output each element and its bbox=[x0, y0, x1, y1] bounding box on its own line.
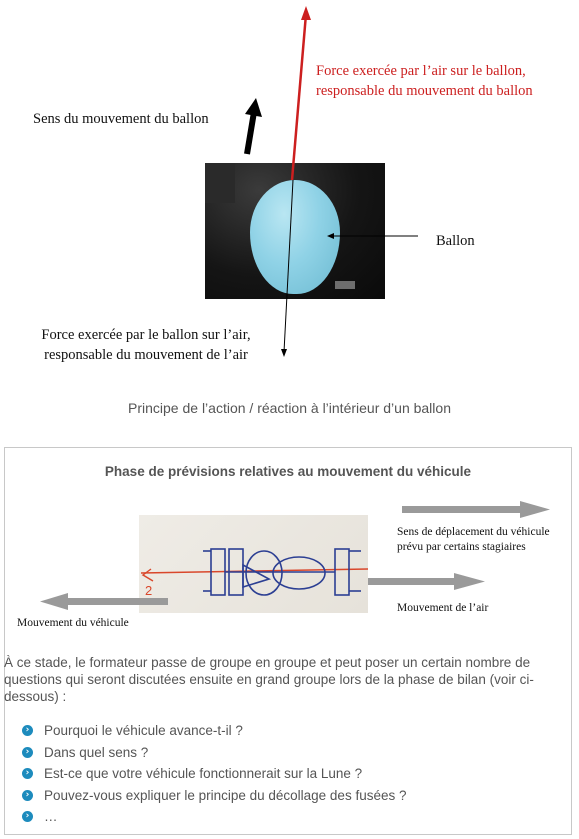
sketch-mark: 2 bbox=[145, 583, 153, 598]
vehicle-arrow-shaft bbox=[66, 598, 168, 605]
direction-arrowhead bbox=[245, 98, 262, 117]
predicted-direction-label bbox=[397, 525, 550, 555]
force-air-arrowhead bbox=[301, 6, 311, 20]
figure1-caption: Principe de l’action / réaction à l’intérieur d’un ballon bbox=[128, 400, 451, 416]
balloon-label: Ballon bbox=[436, 233, 475, 249]
question-list bbox=[22, 720, 406, 828]
vehicle-arrowhead bbox=[40, 593, 68, 610]
chevron-right-circle-icon: › bbox=[22, 790, 33, 801]
force-air-label-line1: Force exercée par l’air sur le ballon, bbox=[316, 63, 526, 79]
force-air-label-line2: responsable du mouvement du ballon bbox=[316, 83, 533, 99]
predicted-direction-line1: Sens de déplacement du véhicule bbox=[397, 526, 550, 538]
force-balloon-label bbox=[26, 325, 266, 365]
chevron-right-circle-icon: › bbox=[22, 725, 33, 736]
force-balloon-label-line1: Force exercée par le ballon sur l’air, bbox=[41, 327, 251, 343]
list-item bbox=[22, 742, 406, 764]
list-item bbox=[22, 763, 406, 785]
list-item bbox=[22, 720, 406, 742]
force-air-arrow bbox=[292, 14, 306, 180]
chevron-right-circle-icon: › bbox=[22, 747, 33, 758]
force-balloon-label-line2: responsable du mouvement de l’air bbox=[44, 347, 248, 363]
figure1-arrows bbox=[0, 0, 579, 380]
force-air-label bbox=[316, 61, 533, 101]
question-text: Dans quel sens ? bbox=[44, 744, 149, 760]
predicted-arrowhead bbox=[520, 501, 550, 518]
air-movement-label: Mouvement de l’air bbox=[397, 602, 489, 614]
question-text: Pouvez-vous expliquer le principe du décollage des fusées ? bbox=[44, 787, 407, 803]
list-item bbox=[22, 785, 406, 807]
question-text: … bbox=[44, 809, 58, 825]
question-text: Pourquoi le véhicule avance-t-il ? bbox=[44, 723, 243, 739]
direction-arrow bbox=[247, 112, 254, 154]
air-arrow-shaft bbox=[368, 578, 456, 585]
list-item bbox=[22, 806, 406, 828]
vehicle-movement-label: Mouvement du véhicule bbox=[17, 617, 129, 629]
facilitator-paragraph: À ce stade, le formateur passe de groupe en groupe et peut poser un certain nombre de questions qui seront discutées ensuite en grand groupe lors de la phase de bilan (voir ci-dessous) : bbox=[4, 655, 534, 704]
balloon-pointer-head bbox=[327, 233, 334, 239]
predicted-direction-line2: prévu par certains stagiaires bbox=[397, 541, 526, 553]
force-balloon-arrow bbox=[284, 180, 293, 352]
predicted-arrow-shaft bbox=[402, 506, 522, 513]
chevron-right-circle-icon: › bbox=[22, 811, 33, 822]
question-text: Est-ce que votre véhicule fonctionnerait sur la Lune ? bbox=[44, 766, 363, 782]
air-arrowhead bbox=[454, 573, 485, 590]
figure2-arrows bbox=[0, 490, 579, 630]
chevron-right-circle-icon: › bbox=[22, 768, 33, 779]
box-title: Phase de prévisions relatives au mouvement du véhicule bbox=[104, 464, 472, 479]
force-balloon-arrowhead bbox=[281, 349, 287, 357]
direction-label: Sens du mouvement du ballon bbox=[33, 111, 209, 127]
